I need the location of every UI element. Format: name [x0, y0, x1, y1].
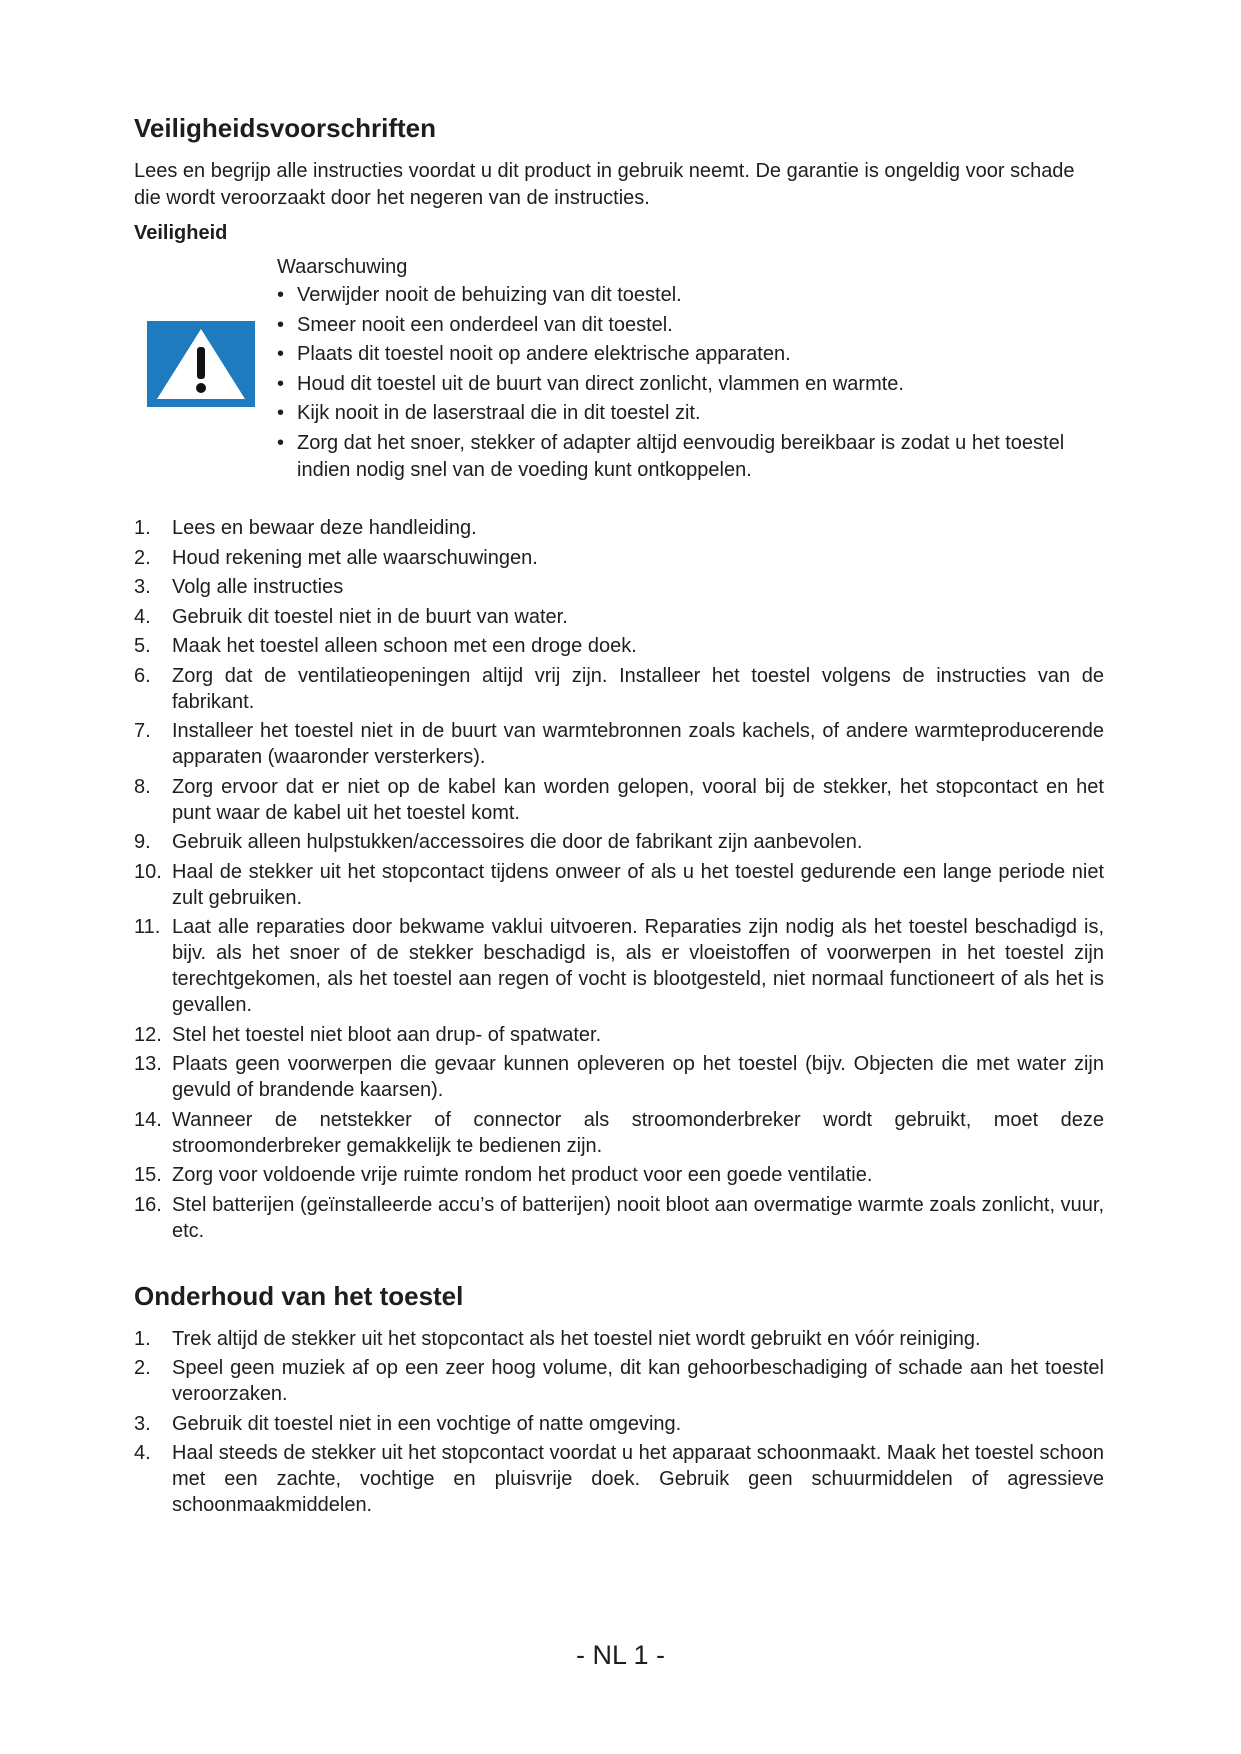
list-item-number: 10. [134, 860, 162, 883]
list-item-text: Haal steeds de stekker uit het stopcontact voordat u het apparaat schoonmaakt. Maak het toestel schoon met een zachte, vochtige en pluisvrije doek. Gebruik geen schuurmiddelen of agressieve schoonmaakmiddelen. [172, 1442, 1104, 1516]
list-item [134, 604, 1104, 630]
list-item-number: 6. [134, 664, 151, 687]
list-item-text: Plaats geen voorwerpen die gevaar kunnen opleveren op het toestel (bijv. Objecten die met water zijn gevuld of brandende kaarsen). [172, 1053, 1104, 1101]
list-item-text: Lees en bewaar deze handleiding. [172, 517, 477, 539]
list-item [134, 1162, 1104, 1188]
warning-item [277, 371, 1117, 398]
list-item-number: 13. [134, 1053, 162, 1075]
list-item-text: Zorg ervoor dat er niet op de kabel kan worden gelopen, vooral bij de stekker, het stopcontact en het punt waar de kabel uit het toestel komt. [172, 775, 1104, 824]
bullet-icon: • [277, 402, 285, 424]
list-item [134, 914, 1104, 1018]
list-item-number: 16. [134, 1193, 162, 1216]
maintenance-title: Onderhoud van het toestel [134, 1280, 464, 1311]
page-number: - NL 1 - [575, 1640, 665, 1670]
safety-intro: Lees en begrijp alle instructies voordat u dit product in gebruik neemt. De garantie is ongeldig voor schade die wordt veroorzaakt door het negeren van de instructies. [134, 160, 1075, 209]
list-item-number: 1. [134, 517, 151, 539]
maintenance-list [134, 1326, 1104, 1519]
safety-title: Veiligheidsvoorschriften [134, 113, 436, 143]
list-item-text: Speel geen muziek af op een zeer hoog volume, dit kan gehoorbeschadiging of schade aan het toestel veroorzaken. [172, 1357, 1104, 1405]
list-item-text: Gebruik alleen hulpstukken/accessoires die door de fabrikant zijn aanbevolen. [172, 831, 863, 853]
list-item [134, 1192, 1104, 1244]
warning-item-text: Verwijder nooit de behuizing van dit toestel. [297, 284, 682, 306]
bullet-icon: • [277, 343, 285, 365]
warning-item [277, 430, 1117, 484]
list-item-number: 7. [134, 720, 151, 742]
maintenance-section [134, 1280, 1104, 1519]
safety-rules-list [134, 515, 1104, 1244]
list-item-number: 12. [134, 1023, 162, 1046]
list-item [134, 545, 1104, 571]
list-item [134, 1355, 1104, 1407]
list-item [134, 1051, 1104, 1103]
list-item-text: Volg alle instructies [172, 576, 344, 598]
list-item [134, 718, 1104, 770]
list-item-number: 14. [134, 1108, 162, 1131]
list-item-number: 5. [134, 635, 151, 657]
list-item-number: 2. [134, 1357, 151, 1379]
list-item-number: 15. [134, 1164, 162, 1186]
list-item-number: 2. [134, 546, 151, 569]
list-item [134, 859, 1104, 911]
list-item [134, 774, 1104, 826]
bullet-icon: • [277, 284, 285, 306]
warning-exclamation-dot [196, 383, 206, 393]
list-item-text: Stel het toestel niet bloot aan drup- of spatwater. [172, 1023, 602, 1046]
bullet-icon: • [277, 313, 285, 336]
list-item-text: Installeer het toestel niet in de buurt van warmtebronnen zoals kachels, of andere warmteproducerende apparaten (waaronder versterkers). [172, 720, 1104, 768]
warning-item-text: Plaats dit toestel nooit op andere elektrische apparaten. [297, 343, 791, 365]
list-item-text: Haal de stekker uit het stopcontact tijdens onweer of als u het toestel gedurende een lange periode niet zult gebruiken. [172, 860, 1104, 909]
list-item-text: Stel batterijen (geïnstalleerde accu’s of batterijen) nooit bloot aan overmatige warmte zoals zonlicht, vuur, etc. [172, 1193, 1104, 1242]
list-item-text: Zorg dat de ventilatieopeningen altijd vrij zijn. Installeer het toestel volgens de instructies van de fabrikant. [172, 664, 1104, 713]
list-item-number: 8. [134, 775, 151, 798]
warning-item [277, 400, 1117, 427]
list-item-text: Trek altijd de stekker uit het stopcontact als het toestel niet wordt gebruikt en vóór reiniging. [172, 1327, 981, 1350]
list-item-number: 3. [134, 576, 151, 598]
list-item-number: 11. [134, 916, 161, 938]
list-item [134, 1326, 1104, 1352]
list-item [134, 1411, 1104, 1437]
list-item [134, 829, 1104, 855]
warning-item-text: Kijk nooit in de laserstraal die in dit toestel zit. [297, 402, 701, 424]
list-item-text: Wanneer de netstekker of connector als stroomonderbreker wordt gebruikt, moet deze stroomonderbreker gemakkelijk te bedienen zijn. [172, 1108, 1104, 1157]
list-item-number: 1. [134, 1327, 151, 1350]
list-item-text: Gebruik dit toestel niet in de buurt van water. [172, 605, 568, 628]
list-item-number: 4. [134, 1442, 151, 1464]
list-item [134, 663, 1104, 715]
list-item [134, 1440, 1104, 1518]
warning-item [277, 282, 1117, 309]
bullet-icon: • [277, 431, 285, 454]
list-item-text: Zorg voor voldoende vrije ruimte rondom het product voor een goede ventilatie. [172, 1164, 873, 1186]
list-item-number: 3. [134, 1412, 151, 1435]
list-item [134, 633, 1104, 659]
list-item [134, 574, 1104, 600]
warning-exclamation-bar [197, 347, 205, 379]
list-item-text: Laat alle reparaties door bekwame vaklui uitvoeren. Reparaties zijn nodig als het toestel beschadigd is, bijv. als het snoer of de stekker beschadigd is, als er vloeistoffen of voorwerpen in het toestel zijn terechtgekomen, als het toestel aan regen of vocht is blootgesteld, niet normaal functioneert of als het is gevallen. [172, 916, 1104, 1016]
list-item [134, 1022, 1104, 1048]
page-content [134, 112, 1104, 1522]
warning-block [134, 253, 1104, 503]
warning-item-text: Houd dit toestel uit de buurt van direct zonlicht, vlammen en warmte. [297, 372, 904, 395]
warning-item [277, 312, 1117, 339]
warning-title: Waarschuwing [277, 256, 408, 278]
list-item-text: Houd rekening met alle waarschuwingen. [172, 546, 538, 569]
warning-text [277, 253, 1117, 486]
safety-subheading: Veiligheid [134, 222, 228, 244]
list-item [134, 1107, 1104, 1159]
bullet-icon: • [277, 372, 285, 395]
warning-item-text: Zorg dat het snoer, stekker of adapter altijd eenvoudig bereikbaar is zodat u het toestel indien nodig snel van de voeding kunt ontkoppelen. [297, 431, 1065, 481]
warning-item [277, 341, 1117, 368]
list-item-number: 9. [134, 831, 151, 853]
list-item [134, 515, 1104, 541]
list-item-number: 4. [134, 605, 151, 628]
list-item-text: Maak het toestel alleen schoon met een droge doek. [172, 635, 637, 657]
warning-icon [147, 321, 255, 407]
warning-item-text: Smeer nooit een onderdeel van dit toestel. [297, 313, 673, 336]
warning-list [277, 282, 1117, 484]
list-item-text: Gebruik dit toestel niet in een vochtige of natte omgeving. [172, 1412, 682, 1435]
